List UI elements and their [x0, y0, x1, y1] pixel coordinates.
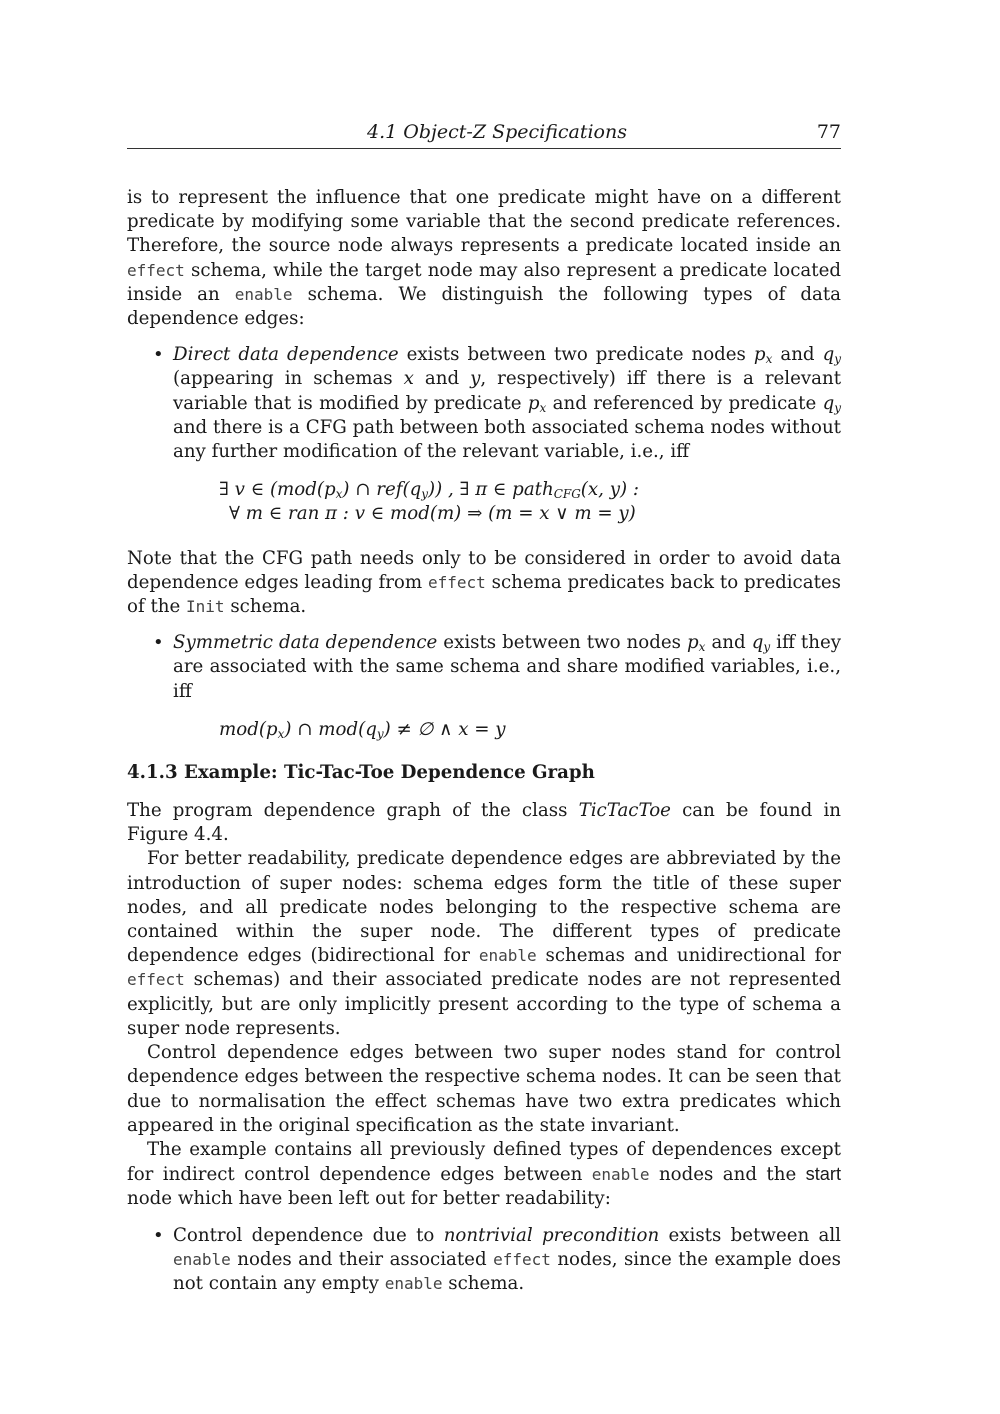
data-dependence-list: [127, 343, 841, 464]
bullet-icon: •: [153, 632, 164, 654]
page-number: 77: [816, 121, 841, 143]
list-item-nontrivial-precondition: • Control dependence due to nontrivial precondition exists between all enable nodes and their associated effect nodes, since the example does not contain any empty enable schema.: [153, 1224, 841, 1294]
symmetric-dependence-list: [127, 631, 841, 704]
bullet-icon: •: [153, 344, 164, 366]
header-section-title: 4.1 Object-Z Specifications: [367, 121, 627, 143]
formula-line-2: ∀ m ∈ ran π : v ∈ mod(m) ⇒ (m = x ∨ m = y): [229, 503, 636, 525]
paragraph-example-contents: The example contains all previously defined types of dependences except for indirect control dependence edges between enable nodes and the start node which have been left out for better readability:: [127, 1138, 842, 1210]
note-paragraph: Note that the CFG path needs only to be considered in order to avoid data dependence edges leading from effect schema predicates back to predicates of the Init schema.: [127, 547, 841, 618]
paragraph-control-dependence: Control dependence edges between two super nodes stand for control dependence edges between the respective schema nodes. It can be seen that due to normalisation the effect schemas have two extra predicates which appeared in the original specification as the state invariant.: [127, 1042, 841, 1136]
bullet-icon: •: [153, 1224, 164, 1246]
list-item-direct-data-dependence: • Direct data dependence exists between two predicate nodes $p_x$ and $q_y$ (appearing in schemas x and y, respectively) iff there is a relevant variable that is modified by predicate $p_x$ and referenced by predicate $q_y$ and there is a CFG path between both associated schema nodes without any further modification of the relevant variable, i.e., iff: [153, 344, 842, 463]
intro-paragraph: is to represent the influence that one predicate might have on a different predicate by modifying some variable that the second predicate references. Therefore, the source node always represents a predicate located inside an effect schema, while the target node may also represent a predicate located inside an enable schema. We distinguish the following types of data dependence edges:: [127, 187, 841, 330]
example-list: [127, 1224, 841, 1297]
list-item-symmetric-data-dependence: • Symmetric data dependence exists between two nodes $p_x$ and $q_y$ iff they are associated with the same schema and share modified variables, i.e., iff: [153, 632, 841, 702]
formula-line-1: ∃ v ∈ ($mod(p_x)$ ∩ $ref(q_y)$) , ∃ π ∈ path$_{CFG}$(x, y) :: [219, 479, 639, 502]
running-header: [127, 118, 841, 149]
formula-direct-data-dependence: [219, 478, 841, 526]
section-heading: 4.1.3 Example: Tic-Tac-Toe Dependence Graph: [127, 762, 595, 784]
paragraph-figure-reference: The program dependence graph of the class TicTacToe can be found in Figure 4.4.: [127, 800, 841, 846]
paragraph-super-nodes: For better readability, predicate dependence edges are abbreviated by the introduction of super nodes: schema edges form the title of these super nodes, and all predicate nodes belonging to the respective schema are contained within the super node. The different types of predicate dependence edges (bidirectional for enable schemas and unidirectional for effect schemas) and their associated predicate nodes are not represented explicitly, but are only implicitly present according to the type of schema a super node represents.: [127, 848, 841, 1039]
formula-symmetric-data-dependence: $mod(p_x)$ ∩ $mod(q_y)$ ≠ ∅ ∧ x = y: [219, 718, 506, 741]
page: [127, 118, 841, 1296]
